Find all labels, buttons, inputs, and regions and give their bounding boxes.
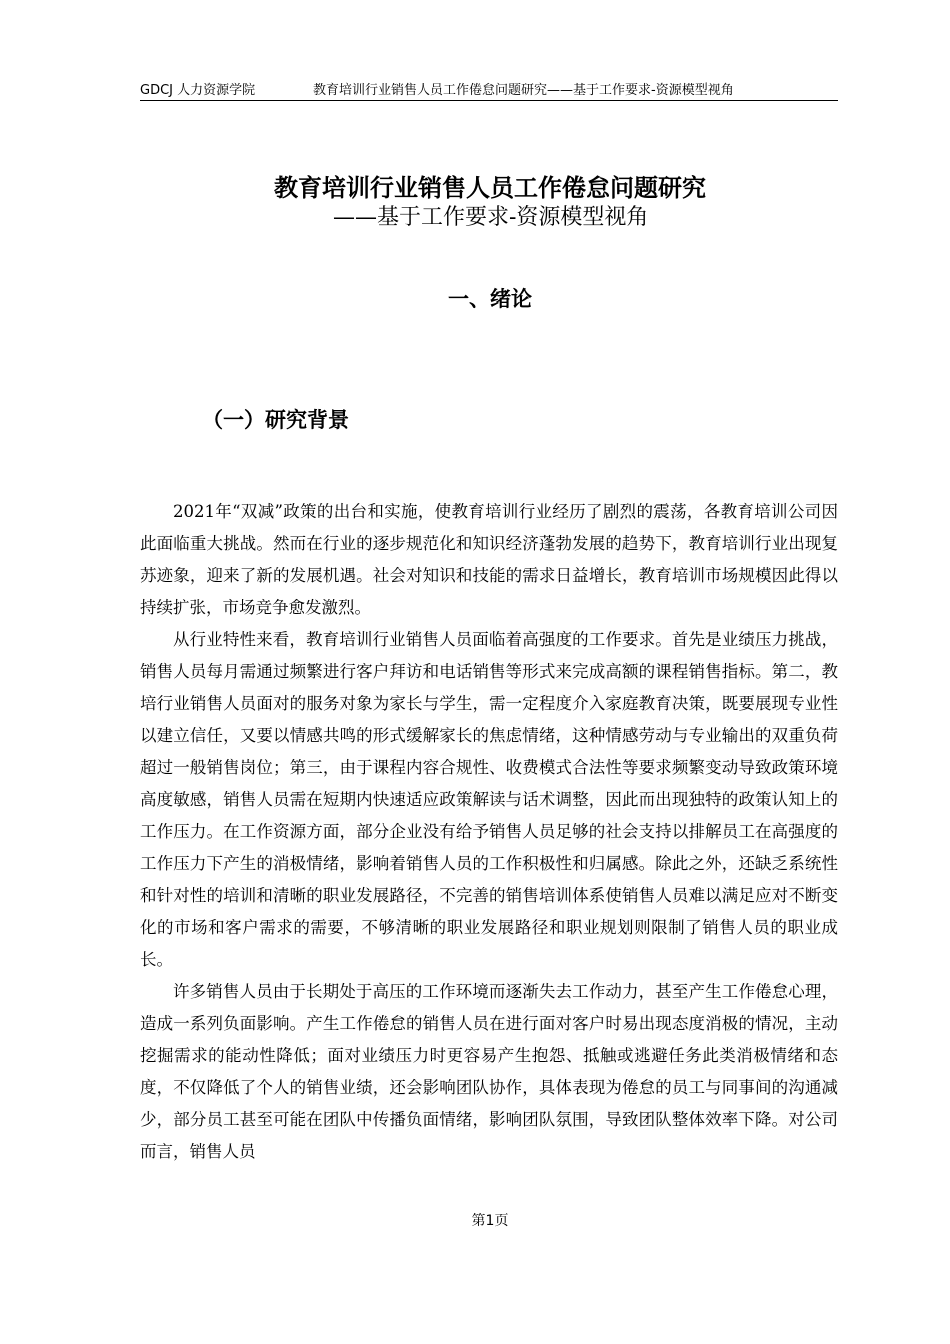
section-heading: 一、绪论 <box>448 287 532 311</box>
header-right-text: 教育培训行业销售人员工作倦怠问题研究——基于工作要求-资源模型视角 <box>313 83 734 98</box>
subsection-heading: （一）研究背景 <box>202 408 349 432</box>
document-subtitle: ——基于工作要求-资源模型视角 <box>333 205 649 230</box>
paragraph: 许多销售人员由于长期处于高压的工作环境而逐渐失去工作动力，甚至产生工作倦怠心理，造成一系列负面影响。产生工作倦怠的销售人员在进行面对客户时易出现态度消极的情况，主动挖掘需求的能动性降低；面对业绩压力时更容易产生抱怨、抵触或逃避任务此类消极情绪和态度，不仅降低了个人的销售业绩，还会影响团队协作，具体表现为倦怠的员工与同事间的沟通减少，部分员工甚至可能在团队中传播负面情绪，影响团队氛围，导致团队整体效率下降。对公司而言，销售人员 <box>140 982 838 1161</box>
paragraph: 2021年“双减”政策的出台和实施，使教育培训行业经历了剧烈的震荡，各教育培训公司因此面临重大挑战。然而在行业的逐步规范化和知识经济蓬勃发展的趋势下，教育培训行业出现复苏迹象，迎来了新的发展机遇。社会对知识和技能的需求日益增长，教育培训市场规模因此得以持续扩张，市场竞争愈发激烈。 <box>140 502 838 617</box>
paragraph: 从行业特性来看，教育培训行业销售人员面临着高强度的工作要求。首先是业绩压力挑战，销售人员每月需通过频繁进行客户拜访和电话销售等形式来完成高额的课程销售指标。第二，教培行业销售人员面对的服务对象为家长与学生，需一定程度介入家庭教育决策，既要展现专业性以建立信任，又要以情感共鸣的形式缓解家长的焦虑情绪，这种情感劳动与专业输出的双重负荷超过一般销售岗位；第三，由于课程内容合规性、收费模式合法性等要求频繁变动导致政策环境高度敏感，销售人员需在短期内快速适应政策解读与话术调整，因此而出现独特的政策认知上的工作压力。在工作资源方面，部分企业没有给予销售人员足够的社会支持以排解员工在高强度的工作压力下产生的消极情绪，影响着销售人员的工作积极性和归属感。除此之外，还缺乏系统性和针对性的培训和清晰的职业发展路径，不完善的销售培训体系使销售人员难以满足应对不断变化的市场和客户需求的需要，不够清晰的职业发展路径和职业规划则限制了销售人员的职业成长。 <box>140 630 838 969</box>
page-number: 第1页 <box>471 1213 509 1229</box>
header-left-text: GDCJ 人力资源学院 <box>140 83 256 98</box>
body-text <box>140 496 838 1168</box>
header-divider <box>140 100 838 101</box>
document-title: 教育培训行业销售人员工作倦怠问题研究 <box>274 174 706 202</box>
